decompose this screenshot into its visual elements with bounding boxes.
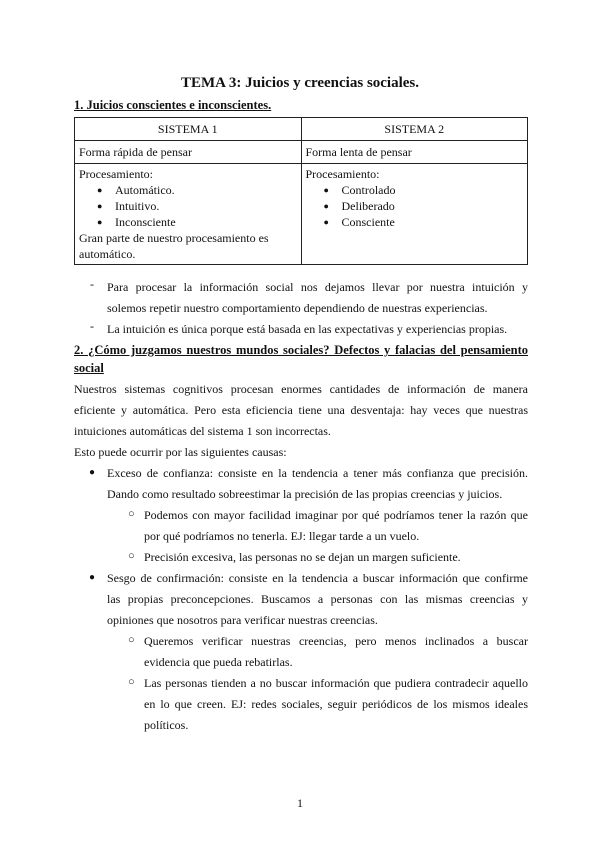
sub-bullet: ○ — [128, 550, 135, 562]
table-header-sistema-1: SISTEMA 1 — [75, 118, 302, 141]
dash-item-2 — [107, 319, 528, 340]
text-line: eficiente y automática. Pero esta eficiencia tiene una desventaja: hay veces que nuestras — [74, 403, 528, 417]
section-2-intro — [74, 379, 528, 442]
sub-item — [144, 631, 528, 673]
sub-bullet: ○ — [128, 508, 135, 520]
text-line: intuiciones automáticas del sistema 1 son incorrectas. — [74, 424, 331, 438]
heading-line: social — [74, 361, 104, 375]
section-1-heading: 1. Juicios conscientes e inconscientes. — [74, 98, 272, 112]
text-line: La intuición es única porque está basada en las expectativas y experiencias propias. — [107, 322, 508, 336]
text-line: en lo que creen. EJ: redes sociales, seguir periódicos de los mismos ideales — [144, 697, 528, 711]
text-line: las propias preconcepciones. Buscamos a personas con las mismas creencias y — [107, 592, 528, 606]
table-header-sistema-2: SISTEMA 2 — [301, 118, 528, 141]
sub-item — [144, 505, 528, 547]
text-line: Las personas tienden a no buscar información que pudiera contradecir aquello — [144, 676, 528, 690]
sub-bullet: ○ — [128, 634, 135, 646]
page-number: 1 — [297, 796, 303, 810]
table-cell-forma-1: Forma rápida de pensar — [75, 141, 302, 164]
systems-table — [74, 117, 528, 265]
list-item: ● Controlado — [342, 182, 524, 198]
text-line: Podemos con mayor facilidad imaginar por qué podríamos tener la razón que — [144, 508, 528, 522]
causes-intro: Esto puede ocurrir por las siguientes causas: — [74, 445, 287, 459]
text-line: Queremos verificar nuestras creencias, pero menos inclinados a buscar — [144, 634, 528, 648]
dash-bullet: - — [90, 319, 94, 333]
dash-bullet: - — [90, 277, 94, 291]
text-line: solemos repetir nuestro comportamiento dependiendo de nuestras experiencias. — [107, 301, 488, 315]
text-line: políticos. — [144, 718, 189, 732]
text-line: opiniones que nosotros para verificar nuestras creencias. — [107, 613, 378, 627]
list-item: ● Consciente — [342, 214, 524, 230]
list-item: ● Deliberado — [342, 198, 524, 214]
cause-exceso-confianza — [107, 463, 528, 505]
table-cell-forma-2: Forma lenta de pensar — [301, 141, 528, 164]
list-item: ● Automático. — [115, 182, 297, 198]
text-line: por qué podríamos no tenerla. EJ: llegar tarde a un vuelo. — [144, 529, 420, 543]
dash-item-1 — [107, 277, 528, 319]
sistema-2-list — [306, 182, 524, 230]
section-2-heading — [74, 341, 528, 377]
table-cell-procesamiento-2 — [301, 164, 528, 265]
sistema-1-note: Gran parte de nuestro procesamiento es automático. — [79, 231, 269, 261]
page-title: TEMA 3: Juicios y creencias sociales. — [180, 75, 420, 91]
text-line: Para procesar la información social nos dejamos llevar por nuestra intuición y — [107, 280, 528, 294]
table-cell-procesamiento-1 — [75, 164, 302, 265]
text-line: Dando como resultado sobreestimar la precisión de las propias creencias y juicios. — [107, 487, 503, 501]
bullet-dot: ● — [89, 572, 96, 583]
text-line: evidencia que pueda rebatirlas. — [144, 655, 293, 669]
sub-item — [144, 673, 528, 736]
heading-line: 2. ¿Cómo juzgamos nuestros mundos sociales? Defectos y falacias del pensamiento — [74, 343, 528, 357]
text-line: Precisión excesiva, las personas no se dejan un margen suficiente. — [144, 550, 461, 564]
sub-bullet: ○ — [128, 676, 135, 688]
sistema-1-list — [79, 182, 297, 230]
sub-item — [144, 547, 528, 568]
bullet-dot: ● — [89, 467, 96, 478]
text-line: Nuestros sistemas cognitivos procesan enormes cantidades de información de manera — [74, 382, 528, 396]
text-line: Sesgo de confirmación: consiste en la tendencia a buscar información que confirme — [107, 571, 528, 585]
text-line: Exceso de confianza: consiste en la tendencia a tener más confianza que precisión. — [107, 466, 528, 480]
procesamiento-label: Procesamiento: — [79, 167, 153, 181]
procesamiento-label: Procesamiento: — [305, 167, 380, 181]
list-item: ● Intuitivo. — [115, 198, 297, 214]
list-item: ● Inconsciente — [115, 214, 297, 230]
cause-sesgo-confirmacion — [107, 568, 528, 631]
